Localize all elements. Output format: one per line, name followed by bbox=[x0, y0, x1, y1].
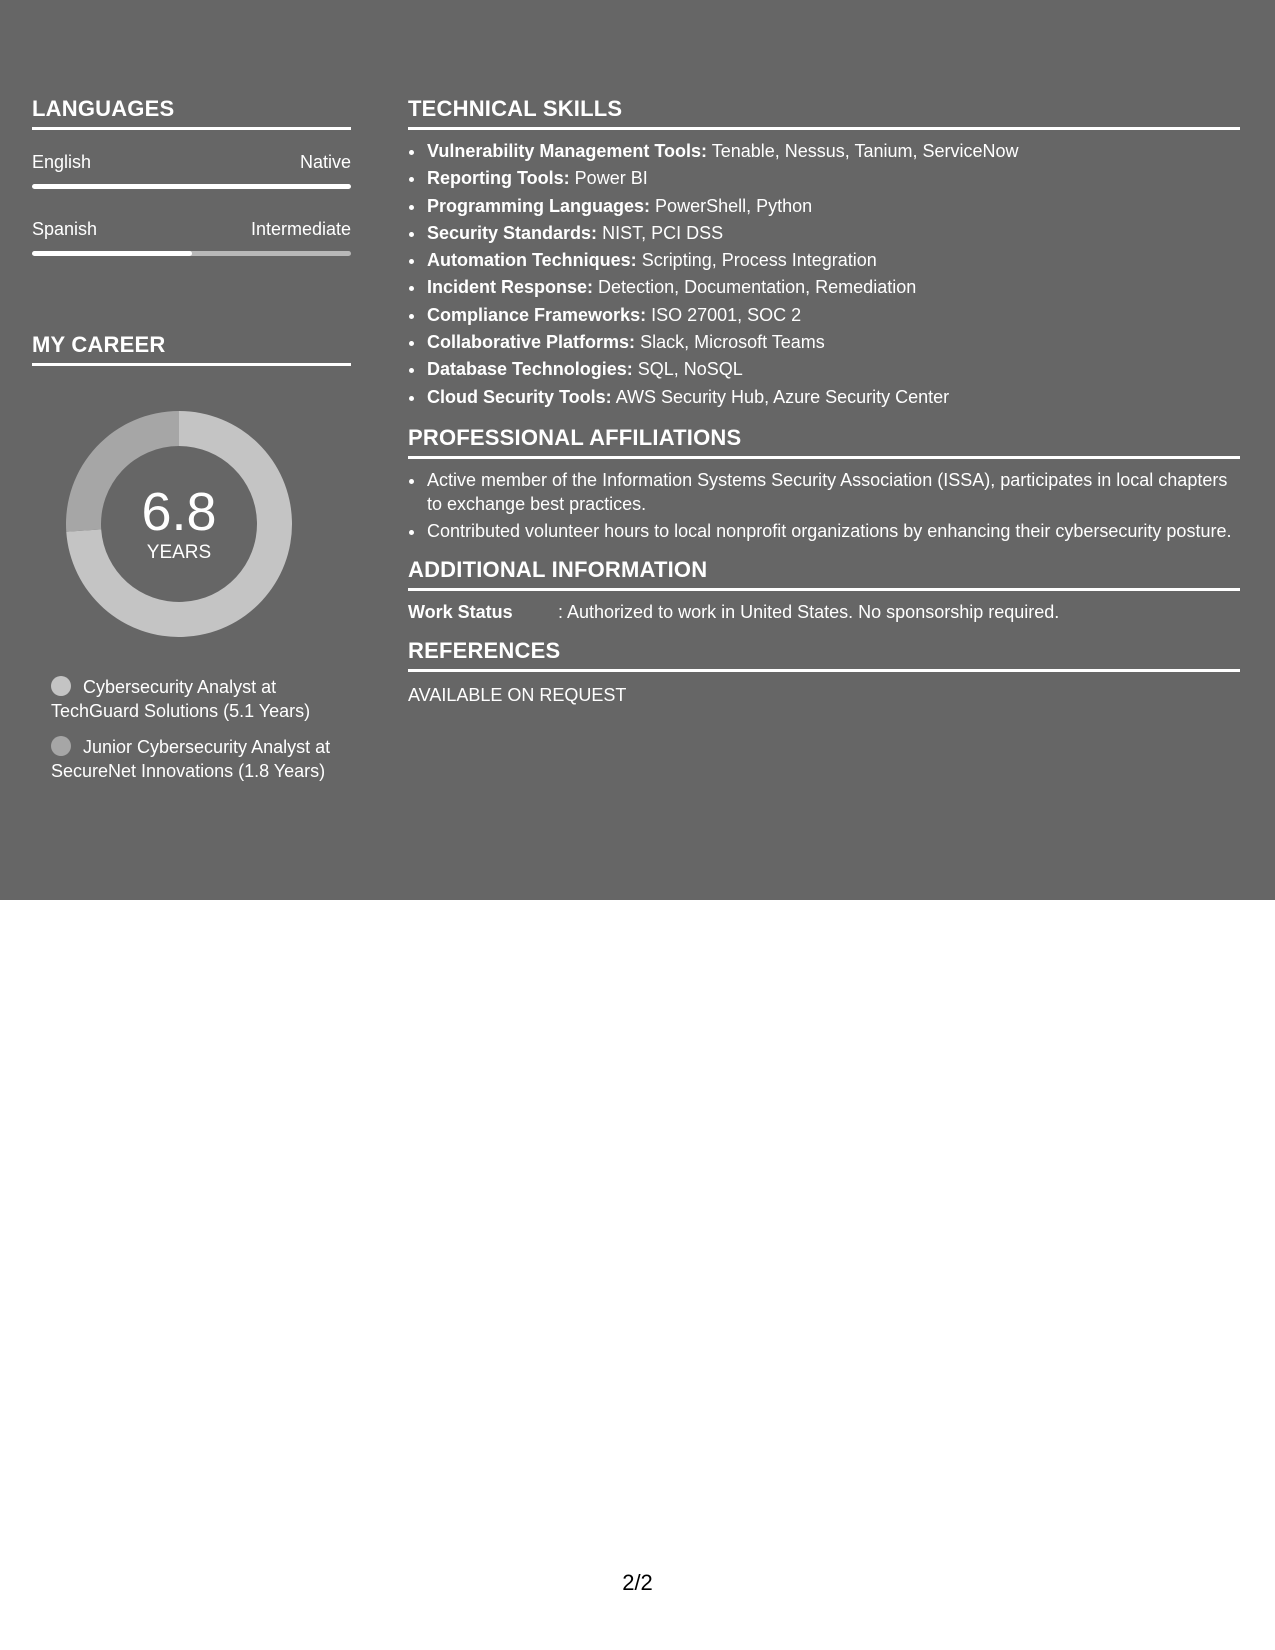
language-name: English bbox=[32, 152, 92, 172]
language-name: Spanish bbox=[32, 219, 98, 239]
skill-label: Database Technologies: bbox=[427, 359, 633, 380]
affiliation-item: • Contributed volunteer hours to local nonprofit organizations by enhancing their cybersecurity posture. bbox=[426, 519, 1240, 544]
language-item bbox=[32, 152, 351, 189]
skill-item bbox=[426, 138, 1240, 165]
technical-skills-heading: TECHNICAL SKILLS bbox=[408, 96, 1240, 130]
skill-value: Power BI bbox=[574, 168, 648, 189]
career-donut-chart bbox=[66, 411, 292, 637]
skill-label: Compliance Frameworks: bbox=[427, 304, 647, 325]
skill-label: Vulnerability Management Tools: bbox=[427, 141, 708, 161]
skill-value: ISO 27001, SOC 2 bbox=[651, 304, 802, 325]
skill-value: AWS Security Hub, Azure Security Center bbox=[615, 386, 950, 407]
language-level: Intermediate bbox=[250, 219, 351, 239]
skill-label: Automation Techniques: bbox=[427, 250, 637, 271]
skill-label: Collaborative Platforms: bbox=[427, 332, 636, 353]
legend-item bbox=[51, 675, 341, 723]
skill-label: Cloud Security Tools: bbox=[427, 386, 612, 407]
skill-label: Reporting Tools: bbox=[427, 168, 570, 189]
skill-item bbox=[426, 220, 1240, 247]
skill-item bbox=[426, 356, 1240, 383]
skill-value: PowerShell, Python bbox=[655, 195, 813, 216]
skill-label: Incident Response: bbox=[427, 277, 594, 298]
career-legend bbox=[51, 675, 341, 783]
page-number: 2/2 bbox=[622, 1570, 653, 1595]
skill-label: Security Standards: bbox=[427, 222, 598, 243]
skill-value: Scripting, Process Integration bbox=[641, 250, 877, 271]
skill-value: NIST, PCI DSS bbox=[602, 222, 724, 243]
skill-item bbox=[426, 193, 1240, 220]
right-column bbox=[408, 96, 1240, 707]
references-heading: REFERENCES bbox=[408, 638, 1240, 672]
skill-item bbox=[426, 329, 1240, 356]
career-total-years: 6.8 bbox=[141, 482, 217, 542]
language-proficiency-bar bbox=[32, 184, 351, 189]
language-proficiency-fill bbox=[32, 251, 192, 256]
language-level: Native bbox=[299, 152, 351, 172]
references-text: AVAILABLE ON REQUEST bbox=[408, 685, 627, 706]
skill-label: Programming Languages: bbox=[427, 195, 651, 216]
career-heading: MY CAREER bbox=[32, 332, 351, 366]
skill-value: Slack, Microsoft Teams bbox=[640, 332, 825, 353]
legend-swatch bbox=[51, 676, 71, 696]
work-status-label: Work Status bbox=[408, 602, 513, 623]
skill-value: Tenable, Nessus, Tanium, ServiceNow bbox=[711, 141, 1019, 161]
legend-item bbox=[51, 735, 341, 783]
legend-label: Junior Cybersecurity Analyst at SecureNet Innovations (1.8 Years) bbox=[51, 737, 331, 781]
skill-item bbox=[426, 384, 1240, 411]
languages-heading: LANGUAGES bbox=[32, 96, 351, 130]
skill-item bbox=[426, 165, 1240, 192]
skill-value: SQL, NoSQL bbox=[637, 359, 743, 380]
language-proficiency-bar bbox=[32, 251, 351, 256]
technical-skills-list bbox=[408, 138, 1240, 411]
skill-item bbox=[426, 247, 1240, 274]
affiliations-list bbox=[408, 468, 1240, 544]
left-column bbox=[32, 96, 351, 795]
skill-item bbox=[426, 274, 1240, 301]
skill-value: Detection, Documentation, Remediation bbox=[598, 277, 917, 298]
career-total-unit: YEARS bbox=[146, 542, 212, 563]
skill-item bbox=[426, 302, 1240, 329]
legend-label: Cybersecurity Analyst at TechGuard Solutions (5.1 Years) bbox=[51, 677, 311, 721]
work-status-row bbox=[408, 600, 1240, 624]
donut-center bbox=[66, 411, 292, 637]
work-status-value: : Authorized to work in United States. No sponsorship required. bbox=[558, 602, 1060, 623]
additional-info-heading: ADDITIONAL INFORMATION bbox=[408, 557, 1240, 591]
legend-swatch bbox=[51, 736, 71, 756]
language-proficiency-fill bbox=[32, 184, 351, 189]
affiliations-heading: PROFESSIONAL AFFILIATIONS bbox=[408, 425, 1240, 459]
language-item bbox=[32, 219, 351, 256]
affiliation-item: • Active member of the Information Systems Security Association (ISSA), participates in local chapters to exchange best practices. bbox=[426, 468, 1240, 517]
